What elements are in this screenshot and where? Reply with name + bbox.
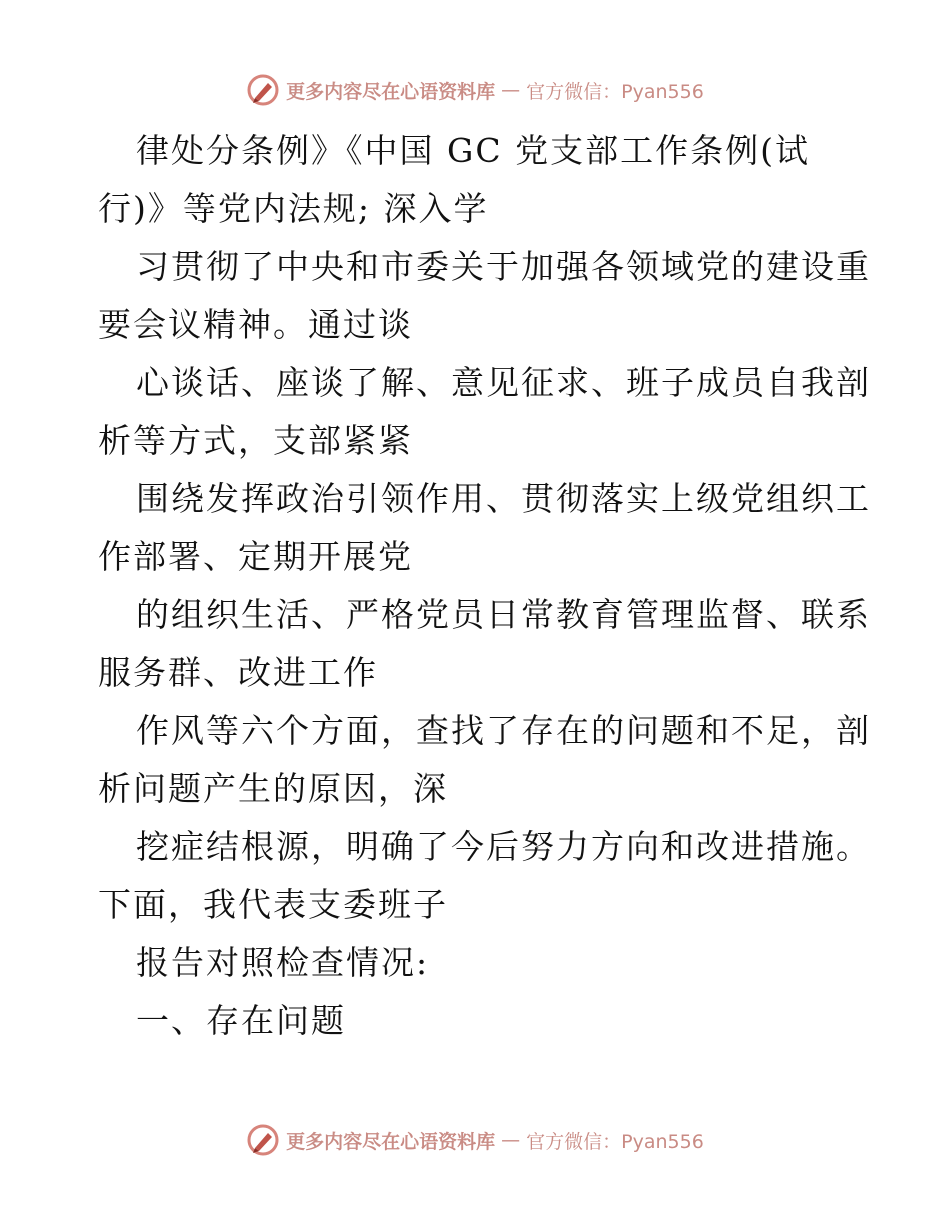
body-line: 习贯彻了中央和市委关于加强各领域党的建设重: [136, 247, 871, 286]
body-line: 报告对照检查情况:: [136, 943, 430, 982]
watermark-suffix: 官方微信：Pyan556: [526, 1130, 704, 1153]
body-line: 心谈话、座谈了解、意见征求、班子成员自我剖: [136, 363, 871, 402]
watermark-text: 更多内容尽在心语资料库: [286, 1130, 496, 1153]
watermark-separator: —: [501, 79, 521, 101]
watermark-footer: [0, 1120, 950, 1160]
body-line: 服务群、改进工作: [98, 653, 378, 692]
watermark-text: 更多内容尽在心语资料库: [286, 80, 496, 103]
document-body: [98, 122, 871, 1050]
section-heading: 一、存在问题: [136, 1001, 346, 1040]
body-line: 作部署、定期开展党: [98, 537, 413, 576]
watermark-suffix: 官方微信：Pyan556: [526, 80, 704, 103]
body-line: 挖症结根源，明确了今后努力方向和改进措施。: [136, 827, 871, 866]
body-line: 析等方式，支部紧紧: [98, 421, 413, 460]
body-line: 的组织生活、严格党员日常教育管理监督、联系: [136, 595, 871, 634]
body-line: 作风等六个方面，查找了存在的问题和不足，剖: [136, 711, 871, 750]
body-line: 析问题产生的原因，深: [98, 769, 448, 808]
body-line: 下面，我代表支委班子: [98, 885, 448, 924]
body-line: 要会议精神。通过谈: [98, 305, 413, 344]
pen-logo-icon: [246, 1123, 280, 1157]
body-line: 围绕发挥政治引领作用、贯彻落实上级党组织工: [136, 479, 871, 518]
watermark-separator: —: [501, 1129, 521, 1151]
pen-logo-icon: [246, 73, 280, 107]
watermark-header: [0, 70, 950, 110]
body-line: 行)》等党内法规; 深入学: [98, 189, 489, 228]
body-line: 律处分条例》《中国 GC 党支部工作条例(试: [136, 131, 810, 170]
